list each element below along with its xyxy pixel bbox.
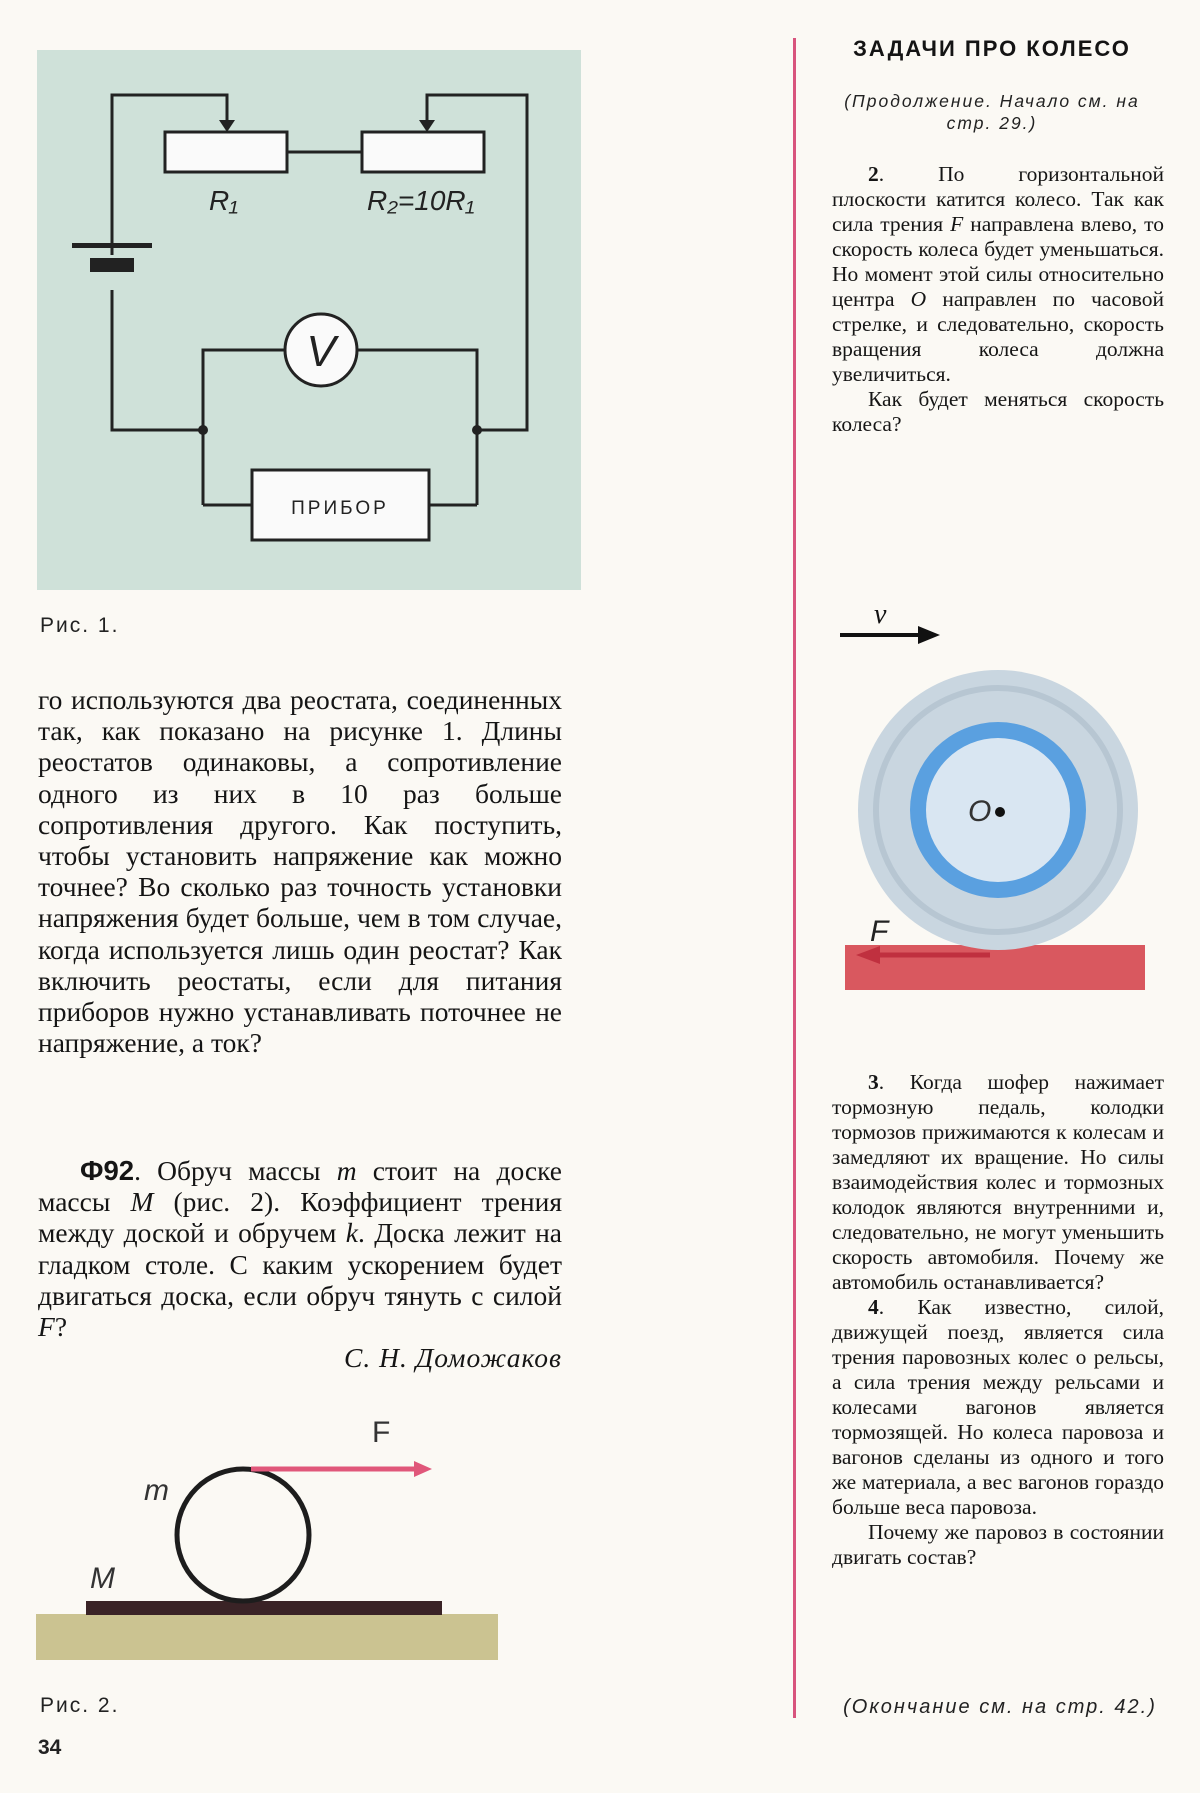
wire-left-bottom (112, 375, 203, 430)
rheostat-r1 (165, 132, 287, 172)
figure-1-caption: Рис. 1. (40, 614, 120, 637)
page-number: 34 (38, 1736, 62, 1759)
problem-4-text: 4. Как известно, силой, движущей поезд, является сила трения паровозных колес о рельсы, а сила трения между рельсами и колесами вагонов является тормозящей. Но колеса паровоза и вагонов сделаны из одного и того же материала, а вес вагонов гораздо больше веса паровоза. (832, 1295, 1164, 1519)
device-label: ПРИБОР (291, 498, 389, 519)
road-surface (845, 945, 1145, 990)
rheostat-r2 (362, 132, 484, 172)
problem-2 (832, 162, 1164, 437)
voltmeter-symbol: V (306, 327, 336, 376)
table-surface (36, 1614, 498, 1660)
figure-2-caption: Рис. 2. (40, 1694, 120, 1717)
problem-2-text: 2. По горизонтальной плоскости катится колесо. Так как сила трения F направлена влево, то скорость колеса будет уменьшаться. Но момент этой силы относительно центра O направлен по часовой стрелке, и следовательно, скорость вращения колеса должна увеличиться. (832, 162, 1164, 386)
problem-3-number: 3 (868, 1070, 879, 1094)
label-M: M (90, 1562, 115, 1595)
wheel-center-dot (995, 807, 1005, 817)
junction-left (198, 425, 208, 435)
problems-3-4 (832, 1070, 1164, 1570)
column-divider (793, 38, 796, 1718)
hoop-diagram (36, 1410, 506, 1680)
wire-left-upper (112, 95, 227, 255)
hoop-icon (177, 1469, 309, 1601)
battery-short-plate (90, 258, 134, 272)
article-subtitle: (Продолжение. Начало см. на стр. 29.) (844, 91, 1140, 133)
problem-2-question: Как будет меняться скорость колеса? (832, 387, 1164, 436)
left-text-block (38, 684, 562, 1058)
problem-2-number: 2 (868, 162, 879, 186)
figure-1-circuit (37, 50, 581, 590)
label-m: m (144, 1474, 169, 1507)
label-O: O (968, 795, 992, 828)
wheel-diagram (840, 595, 1150, 1005)
label-r2: R₂=10R₁ (367, 185, 475, 216)
paragraph-rheostats: го используются два реостата, соединенных так, как показано на рисунке 1. Длины реостатов одинаковы, а сопротивление одного из них в 10 раз больше сопротивления другого. Как поступить, чтобы установить напряжение как можно точнее? Во сколько раз точность установки напряжения будет больше, чем в том случае, когда используется лишь один реостат? Как включить реостаты, если для питания приборов нужно устанавливать поточнее не напряжение, а ток? (38, 684, 562, 1059)
velocity-arrow-head-icon (918, 626, 940, 644)
force-arrow-head-icon (414, 1461, 432, 1477)
continuation-note: (Окончание см. на стр. 42.) (843, 1696, 1157, 1718)
problem-4-question: Почему же паровоз в состоянии двигать состав? (832, 1520, 1164, 1569)
problem-3-text: 3. Когда шофер нажимает тормозную педаль, колодки тормозов прижимаются к колесам и замедляют их вращение. Но силы взаимодействия колес и тормозных колодок являются внутренними и, следовательно, не могут уменьшить скорость автомобиля. Почему же автомобиль останавливается? (832, 1070, 1164, 1294)
label-v: v (874, 599, 887, 630)
label-F-friction: F (870, 915, 889, 948)
problem-f92-text: Ф92. Обруч массы m стоит на доске массы M (рис. 2). Коэффициент трения между доской и обручем k. Доска лежит на гладком столе. С каким ускорением будет двигаться доска, если обруч тянуть с силой F? (38, 1155, 563, 1343)
article-title: ЗАДАЧИ ПРО КОЛЕСО (853, 36, 1131, 61)
problem-4-number: 4 (868, 1295, 879, 1319)
problem-f92 (38, 1155, 562, 1373)
problem-number: Ф92 (80, 1155, 135, 1186)
circuit-diagram (37, 50, 581, 590)
wheel-figure (840, 595, 1150, 1005)
label-r1: R₁ (209, 185, 239, 216)
junction-right (472, 425, 482, 435)
battery-long-plate (72, 243, 152, 248)
figure-2-hoop (36, 1410, 506, 1680)
board (86, 1601, 442, 1615)
label-F: F (372, 1416, 391, 1449)
author-signature: С. Н. Доможаков (344, 1342, 562, 1374)
slider-r1-icon (219, 120, 235, 132)
slider-r2-icon (419, 120, 435, 132)
